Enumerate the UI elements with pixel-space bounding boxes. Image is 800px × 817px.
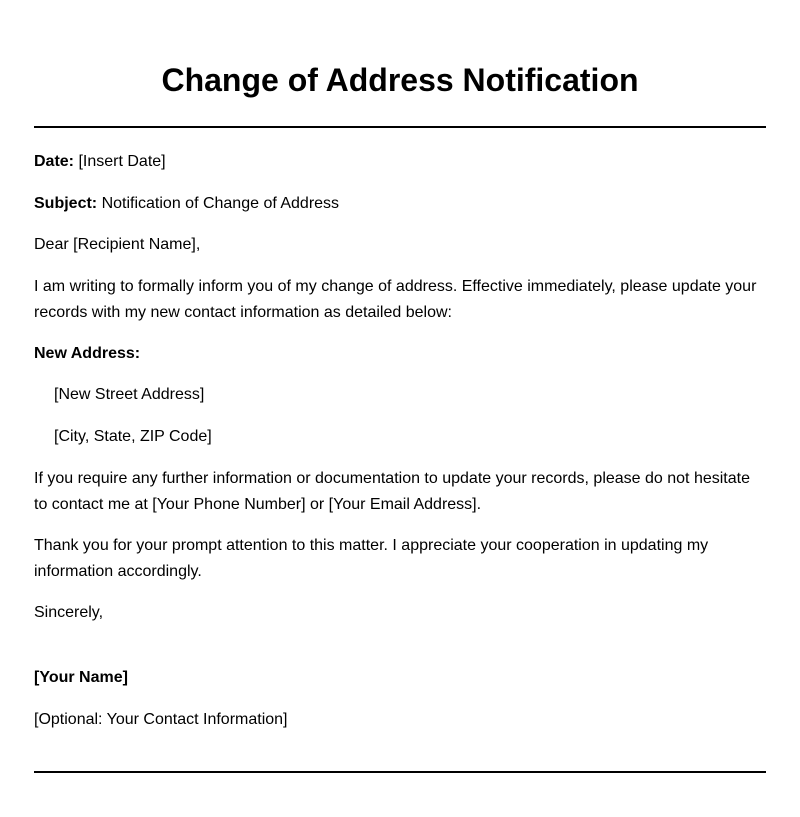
signer-name: [Your Name] [34, 669, 128, 686]
city-state-zip: [City, State, ZIP Code] [54, 428, 212, 445]
intro-paragraph: I am writing to formally inform you of my change of address. Effective immediately, please update your records with my new contact information as detailed below: [34, 278, 757, 321]
date-line [34, 149, 766, 175]
page-title: Change of Address Notification [161, 62, 639, 98]
top-divider [34, 126, 766, 128]
subject-line [34, 191, 766, 217]
further-info-paragraph: If you require any further information or documentation to update your records, please do not hesitate to contact me at [Your Phone Number] or [Your Email Address]. [34, 470, 750, 513]
new-address-label: New Address: [34, 345, 141, 362]
street-address: [New Street Address] [54, 386, 205, 403]
closing: Sincerely, [34, 604, 104, 621]
date-value: [Insert Date] [74, 153, 166, 170]
subject-value: Notification of Change of Address [97, 195, 340, 212]
thanks-paragraph: Thank you for your prompt attention to this matter. I appreciate your cooperation in updating my information accordingly. [34, 537, 709, 580]
subject-label: Subject: [34, 195, 98, 212]
contact-info: [Optional: Your Contact Information] [34, 711, 288, 728]
salutation: Dear [Recipient Name], [34, 236, 201, 253]
bottom-divider [34, 771, 766, 773]
date-label: Date: [34, 153, 75, 170]
